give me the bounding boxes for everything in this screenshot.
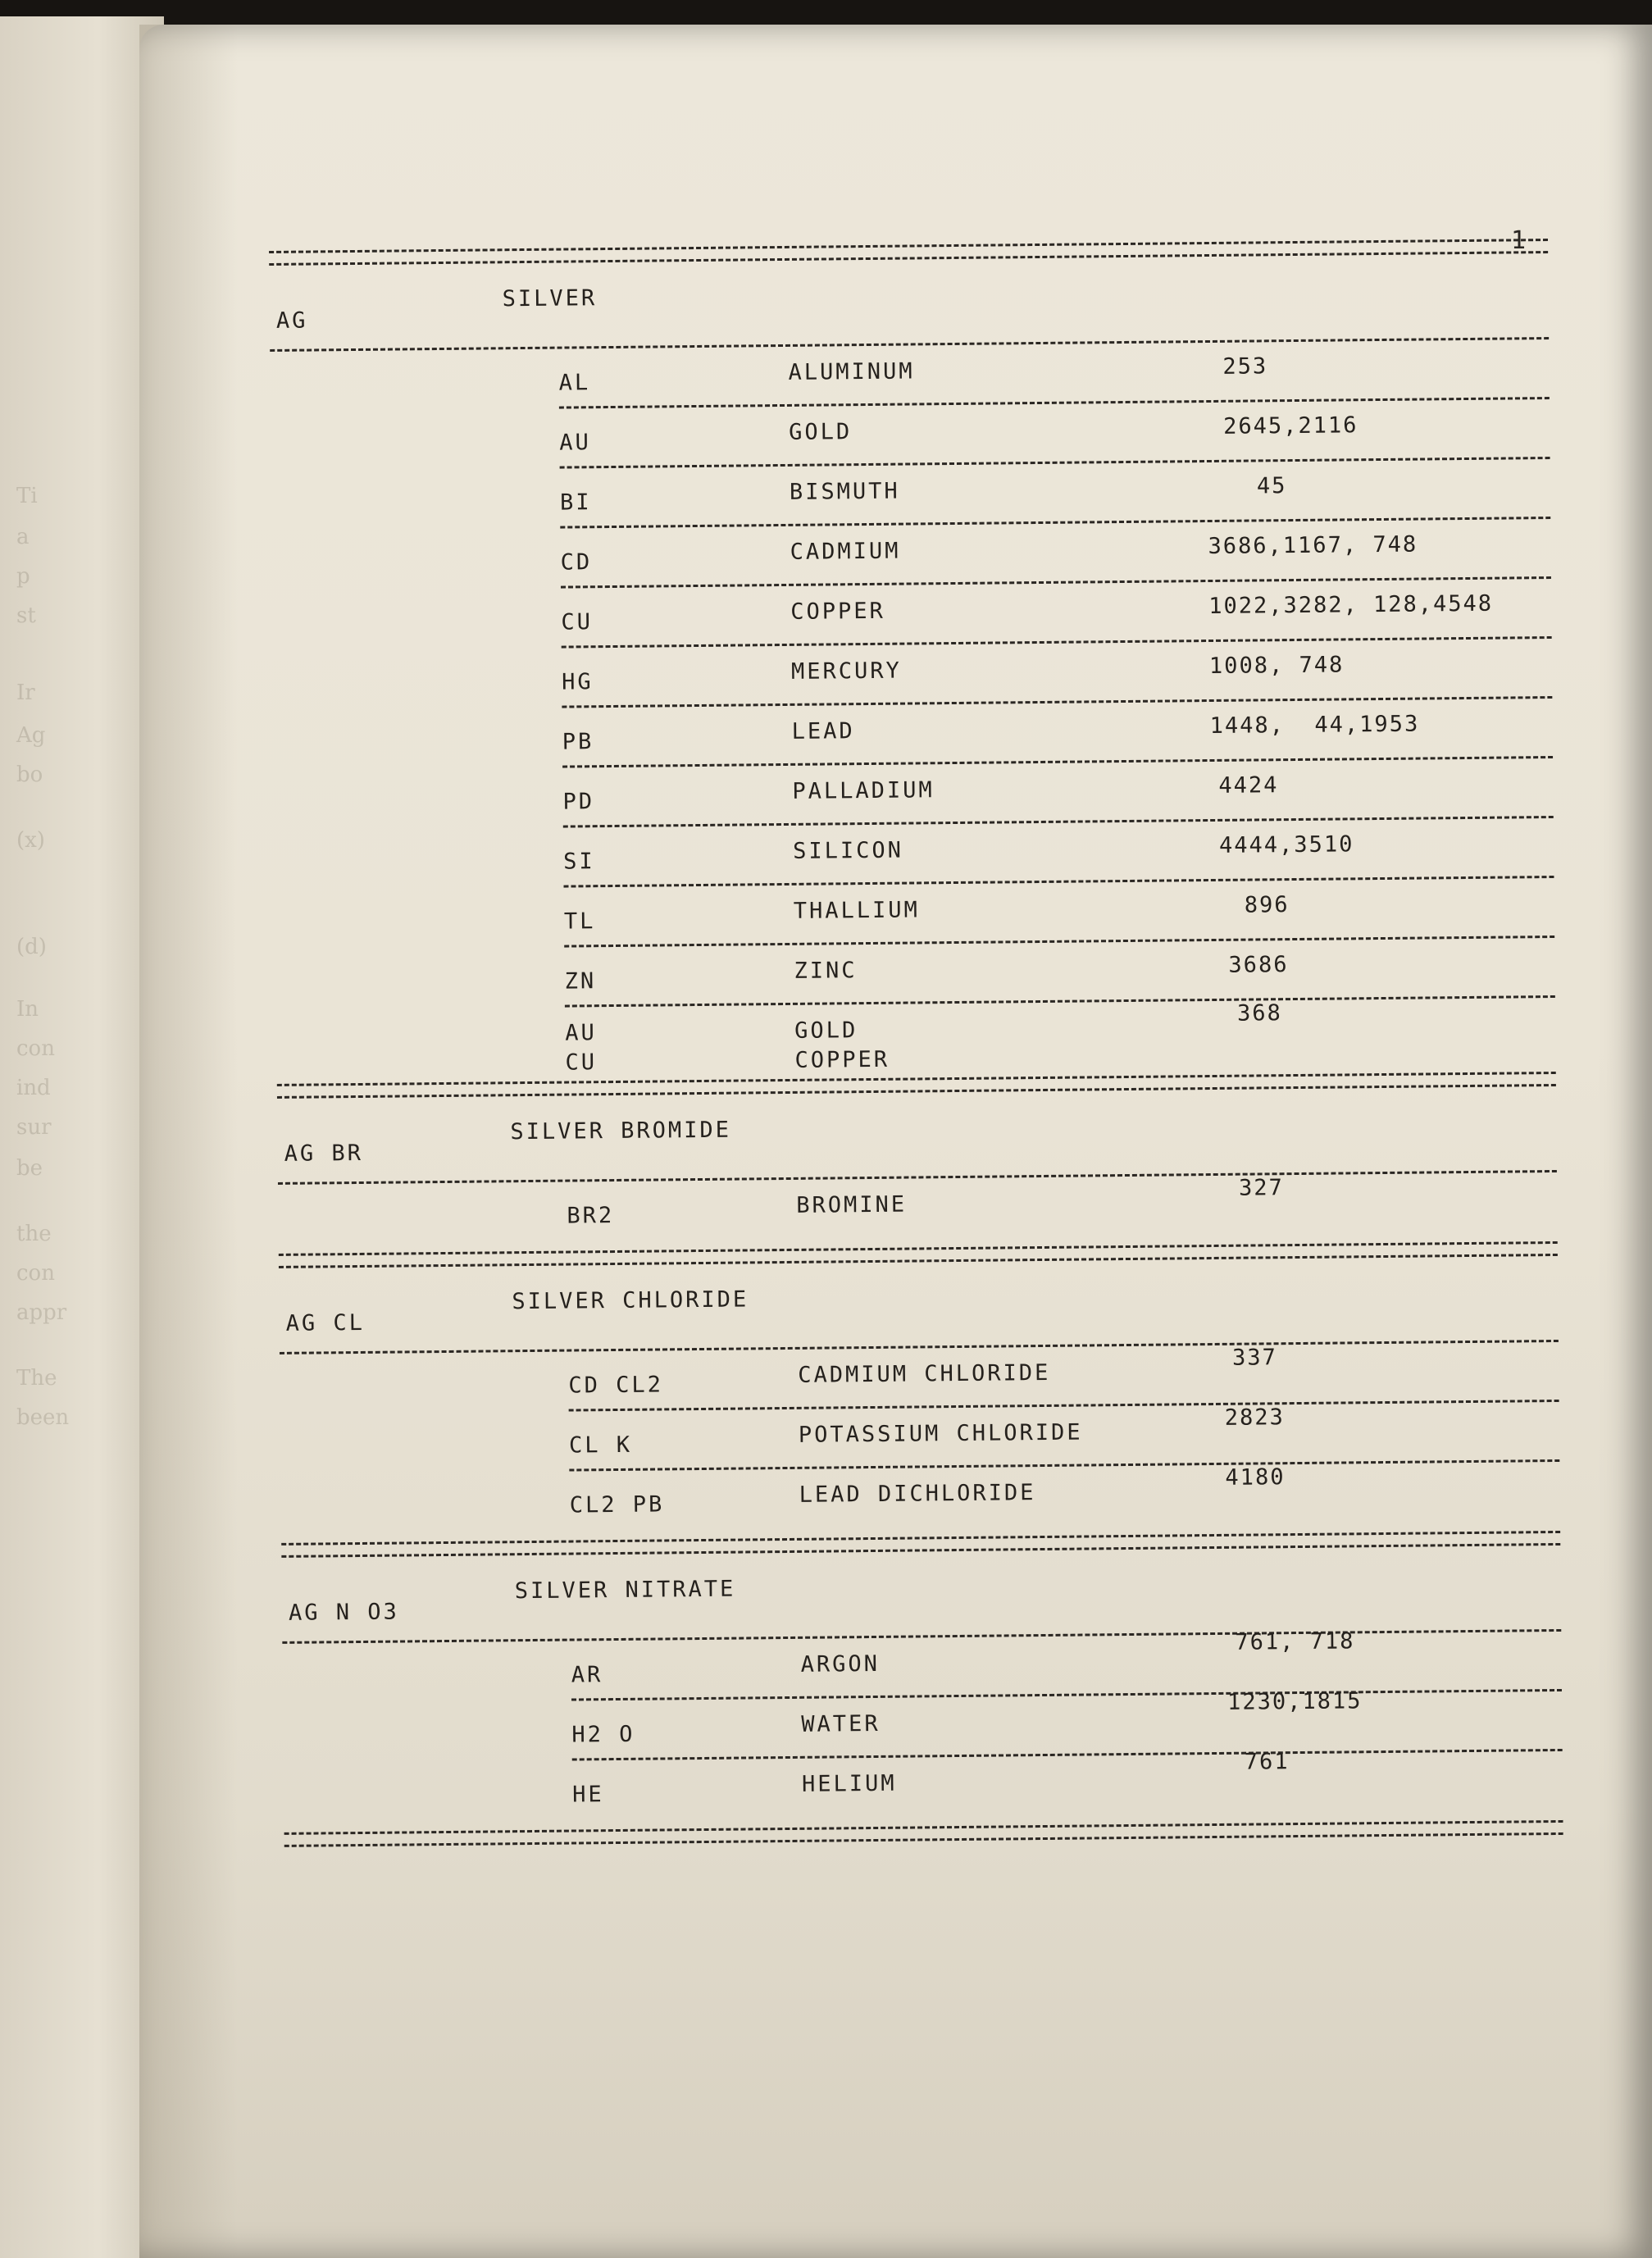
facing-page-text: Ti [16, 484, 38, 508]
entry-references: 1230,1815 [1226, 1688, 1363, 1715]
facing-page-text: In [16, 997, 39, 1022]
entry-name: GOLD [789, 419, 853, 445]
entry-formula: AR [571, 1662, 603, 1688]
facing-page-text: p [16, 564, 30, 589]
list-item [562, 699, 1553, 766]
list-item [563, 818, 1554, 885]
list-item [569, 1402, 1560, 1469]
list-item [569, 1462, 1560, 1536]
entry-references: 1008, 748 [1208, 652, 1345, 680]
page-number: 1 [1511, 226, 1527, 255]
entry-name: COPPER [790, 598, 886, 625]
list-item [562, 758, 1554, 826]
entry-formula: CD [560, 549, 593, 576]
entry-formula: AU [559, 430, 591, 456]
compound-block-silver-chloride [279, 1261, 1560, 1538]
entry-formula: AU CU [565, 1020, 598, 1076]
entry-references: 761, 718 [1235, 1628, 1355, 1655]
facing-page-text: been [16, 1405, 70, 1430]
list-item [559, 399, 1550, 467]
entry-formula: CL K [568, 1432, 633, 1459]
entry-formula: HE [572, 1782, 604, 1808]
entry-references: 896 [1244, 892, 1290, 918]
facing-page-text: The [16, 1366, 57, 1391]
compound-name: SILVER CHLORIDE [512, 1286, 749, 1315]
entry-formula: ZN [564, 968, 597, 995]
facing-page-text: (x) [16, 828, 45, 853]
compound-formula: AG [275, 307, 308, 334]
compound-block-silver [269, 258, 1555, 1079]
facing-page-text: the [16, 1222, 52, 1246]
list-item [568, 1342, 1559, 1409]
entry-formula: AL [558, 370, 591, 396]
entry-name: HELIUM [801, 1770, 897, 1797]
entry-formula: HG [561, 669, 594, 695]
entry-references: 3686,1167, 748 [1208, 531, 1418, 560]
list-item [560, 519, 1551, 586]
entry-formula: H2 O [571, 1721, 635, 1748]
list-item [558, 339, 1550, 407]
compound-formula: AG N O3 [288, 1599, 399, 1626]
entry-references: 2823 [1224, 1404, 1285, 1431]
entry-references: 4424 [1218, 772, 1279, 799]
entry-name: CADMIUM [790, 538, 901, 565]
entry-references: 368 [1236, 1000, 1282, 1027]
list-item [560, 459, 1551, 526]
entry-name: CADMIUM CHLORIDE [798, 1359, 1051, 1388]
list-item [564, 938, 1555, 1005]
compound-header [269, 258, 1549, 349]
facing-page-text: ind [16, 1076, 51, 1100]
facing-page-text: sur [16, 1115, 52, 1140]
facing-page-text: con [16, 1261, 55, 1286]
entry-references: 327 [1238, 1175, 1285, 1201]
entry-list [558, 339, 1555, 1077]
compound-block-silver-nitrate [281, 1550, 1563, 1828]
facing-page-text: con [16, 1036, 55, 1061]
entry-formula: PB [562, 729, 594, 755]
entry-name: THALLIUM [793, 897, 921, 924]
entry-name: PALLADIUM [792, 777, 935, 804]
facing-page-text: st [16, 603, 36, 628]
facing-page-text: appr [16, 1300, 67, 1325]
compound-block-silver-bromide [277, 1091, 1558, 1249]
entry-references: 1448, 44,1953 [1209, 711, 1420, 740]
compound-name: SILVER NITRATE [514, 1576, 736, 1605]
list-item [567, 1172, 1558, 1246]
entry-name: ALUMINUM [788, 358, 915, 385]
entry-formula: TL [563, 908, 596, 935]
compound-index-table [269, 234, 1563, 1852]
list-item [564, 878, 1555, 945]
entry-references: 4444,3510 [1218, 831, 1354, 858]
list-item [571, 1628, 1562, 1699]
list-item [562, 639, 1553, 706]
facing-page-text: (d) [16, 935, 47, 959]
compound-name: SILVER [502, 285, 598, 312]
entry-name: BISMUTH [789, 478, 900, 505]
list-item [572, 1751, 1563, 1825]
entry-references: 45 [1256, 473, 1287, 499]
compound-header [279, 1261, 1559, 1352]
entry-name: POTASSIUM CHLORIDE [798, 1419, 1083, 1448]
entry-name: ZINC [794, 958, 858, 984]
entry-formula: BI [559, 489, 592, 516]
compound-name: SILVER BROMIDE [510, 1117, 732, 1145]
entry-references: 2645,2116 [1223, 412, 1358, 439]
entry-references: 253 [1222, 353, 1268, 380]
entry-list [568, 1342, 1560, 1536]
list-item [571, 1688, 1563, 1759]
entry-name: MERCURY [790, 658, 902, 685]
entry-name: SILICON [792, 837, 904, 864]
entry-formula: BR2 [567, 1203, 615, 1229]
facing-page-text: Ag [16, 723, 46, 748]
entry-references: 1022,3282, 128,4548 [1208, 590, 1494, 620]
entry-formula: PD [562, 789, 595, 815]
entry-name: LEAD DICHLORIDE [799, 1480, 1036, 1508]
list-item [565, 998, 1556, 1077]
entry-formula: CL2 PB [569, 1491, 665, 1518]
entry-references: 3686 [1228, 952, 1289, 978]
entry-name: ARGON [800, 1650, 881, 1678]
entry-name: GOLD COPPER [794, 1017, 890, 1073]
entry-references: 4180 [1225, 1464, 1286, 1491]
compound-formula: AG BR [284, 1140, 364, 1167]
compound-header [281, 1550, 1561, 1641]
entry-name: LEAD [791, 718, 855, 744]
compound-formula: AG CL [285, 1309, 366, 1336]
entry-formula: CU [561, 609, 594, 635]
entry-references: 761 [1244, 1749, 1290, 1775]
facing-page-text: Ir [16, 681, 35, 705]
compound-header [277, 1091, 1557, 1182]
facing-page-text: a [16, 525, 30, 549]
entry-list [571, 1628, 1563, 1825]
entry-list [567, 1172, 1558, 1246]
list-item [561, 579, 1552, 646]
entry-name: BROMINE [796, 1191, 908, 1218]
entry-references: 337 [1231, 1345, 1278, 1371]
facing-page-text: be [16, 1156, 43, 1181]
entry-name: WATER [801, 1710, 881, 1737]
entry-formula: CD CL2 [568, 1372, 664, 1399]
entry-formula: SI [563, 849, 595, 875]
facing-page-text: bo [16, 763, 43, 787]
